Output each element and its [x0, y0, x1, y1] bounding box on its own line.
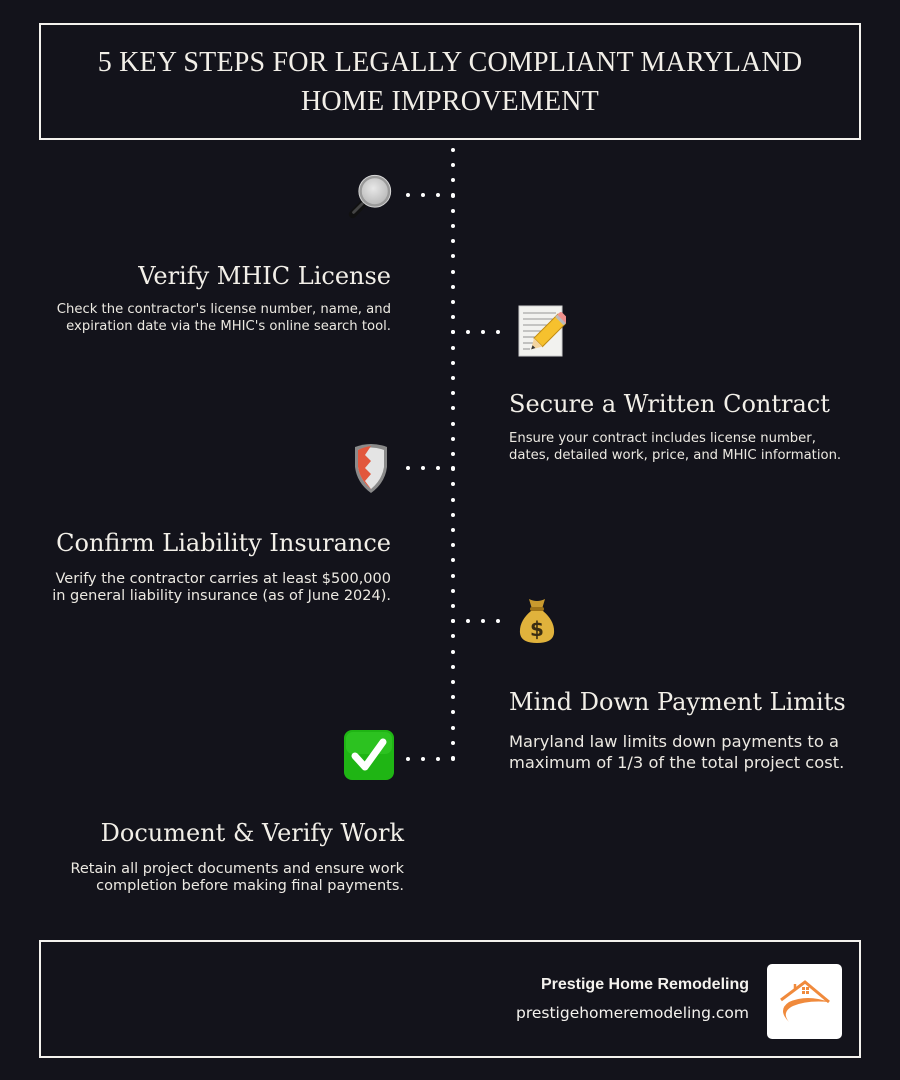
brand-url[interactable]: prestigehomeremodeling.com — [515, 1004, 749, 1022]
timeline-dot — [451, 680, 455, 684]
step-2-description-line: Ensure your contract includes license number, — [509, 431, 816, 446]
timeline-dot — [451, 330, 455, 334]
svg-text:$: $ — [530, 617, 544, 641]
timeline-dot — [451, 634, 455, 638]
step-3-description-line: in general liability insurance (as of June 2024). — [52, 588, 391, 604]
step-3-title: Confirm Liability Insurance — [56, 529, 391, 557]
timeline-dot — [451, 543, 455, 547]
step-2-description — [509, 430, 841, 464]
title-banner — [39, 23, 861, 140]
timeline-dot — [451, 604, 455, 608]
timeline-dot — [451, 452, 455, 456]
timeline-dot — [451, 285, 455, 289]
timeline-dot — [451, 224, 455, 228]
timeline-dot — [451, 498, 455, 502]
step-5-title: Document & Verify Work — [100, 819, 404, 847]
timeline-dot — [451, 726, 455, 730]
timeline-dot — [406, 466, 410, 470]
timeline-dot — [451, 178, 455, 182]
timeline-dot — [451, 482, 455, 486]
timeline-dot — [466, 330, 470, 334]
timeline-dot — [436, 193, 440, 197]
timeline-dot — [451, 695, 455, 699]
magnifying-glass-icon — [343, 171, 395, 223]
timeline-dot — [481, 619, 485, 623]
step-4-description-line: Maryland law limits down payments to a — [509, 732, 839, 751]
timeline-dot — [451, 574, 455, 578]
timeline-dot — [451, 163, 455, 167]
timeline-dot — [451, 361, 455, 365]
timeline-dot — [451, 270, 455, 274]
timeline-dot — [421, 193, 425, 197]
timeline-dot — [481, 330, 485, 334]
timeline-dot — [451, 193, 455, 197]
brand-name: Prestige Home Remodeling — [540, 976, 749, 993]
timeline-dot — [451, 376, 455, 380]
timeline-dot — [451, 422, 455, 426]
timeline-dot — [451, 710, 455, 714]
timeline-dot — [436, 757, 440, 761]
timeline-dot — [451, 315, 455, 319]
timeline-dot — [451, 391, 455, 395]
shield-icon — [345, 442, 397, 494]
timeline-dot — [451, 589, 455, 593]
timeline-dot — [451, 466, 455, 470]
timeline-dot — [451, 619, 455, 623]
page-title: 5 KEY STEPS FOR LEGALLY COMPLIANT MARYLAND HOME IMPROVEMENT — [97, 47, 803, 117]
timeline-dot — [451, 513, 455, 517]
timeline-dot — [451, 346, 455, 350]
check-mark-button-icon — [343, 729, 395, 781]
memo-pencil-icon — [515, 305, 567, 357]
step-1-description-line: expiration date via the MHIC's online search tool. — [66, 319, 391, 334]
timeline-dot — [451, 209, 455, 213]
timeline-dot — [451, 757, 455, 761]
house-roof-logo — [767, 964, 842, 1039]
timeline-dot — [451, 528, 455, 532]
step-3-description — [52, 571, 391, 605]
timeline-dot — [406, 757, 410, 761]
timeline-dot — [406, 193, 410, 197]
timeline-dot — [421, 757, 425, 761]
step-3-description-line: Verify the contractor carries at least $500,000 — [55, 571, 391, 587]
timeline-dot — [451, 741, 455, 745]
timeline-dot — [451, 406, 455, 410]
timeline-dot — [451, 650, 455, 654]
timeline-dot — [496, 619, 500, 623]
step-1-title: Verify MHIC License — [138, 262, 391, 290]
timeline-dot — [451, 665, 455, 669]
timeline-dot — [421, 466, 425, 470]
step-4-description-line: maximum of 1/3 of the total project cost. — [509, 753, 845, 772]
timeline-dot — [451, 254, 455, 258]
footer — [39, 940, 861, 1058]
timeline-dot — [451, 148, 455, 152]
timeline-dot — [466, 619, 470, 623]
money-bag-icon — [511, 594, 563, 646]
step-1-description — [57, 301, 391, 335]
step-1-description-line: Check the contractor's license number, name, and — [56, 302, 391, 317]
step-2-description-line: dates, detailed work, price, and MHIC information. — [509, 448, 842, 463]
step-5-description-line: Retain all project documents and ensure work — [70, 861, 404, 877]
step-4-title: Mind Down Payment Limits — [509, 688, 846, 716]
timeline-dot — [496, 330, 500, 334]
step-5-description-line: completion before making final payments. — [96, 878, 404, 894]
timeline-dot — [451, 558, 455, 562]
timeline-dot — [451, 437, 455, 441]
step-2-title: Secure a Written Contract — [509, 390, 830, 418]
timeline-dot — [436, 466, 440, 470]
step-5-description — [70, 861, 404, 895]
timeline-dot — [451, 300, 455, 304]
timeline-dot — [451, 239, 455, 243]
step-4-description — [509, 731, 844, 773]
